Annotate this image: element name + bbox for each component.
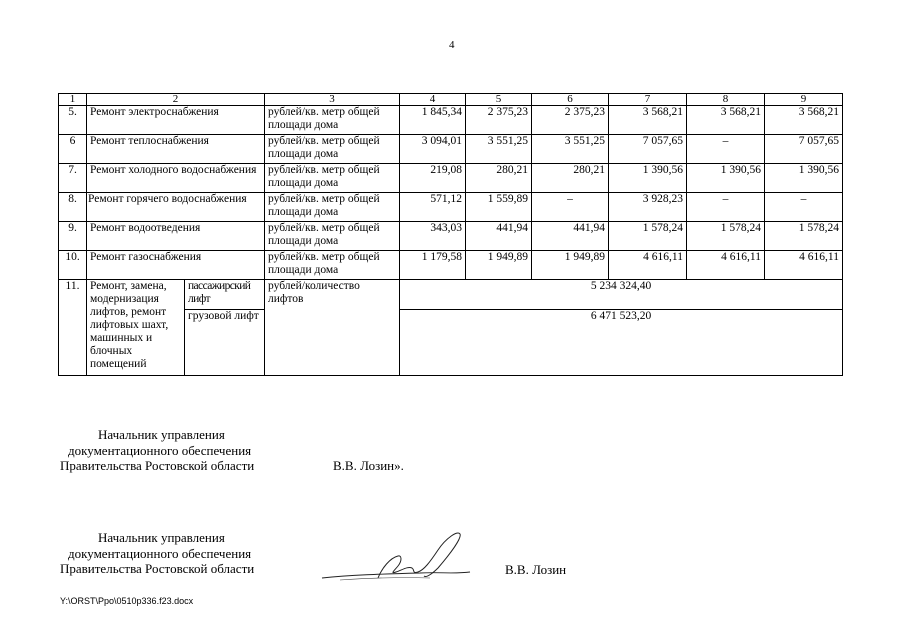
- row-value: 3 928,23: [609, 193, 687, 222]
- row-value: 1 390,56: [765, 164, 843, 193]
- position-line: документационного обеспечения: [68, 545, 252, 561]
- row-number: 8.: [59, 193, 87, 222]
- row-value: –: [687, 193, 765, 222]
- row-unit: рублей/кв. метр общей площади дома: [265, 193, 400, 222]
- signer-name-1: В.В. Лозин».: [333, 458, 404, 473]
- row-value: 4 616,11: [687, 251, 765, 280]
- row-value: 1 559,89: [466, 193, 532, 222]
- row-value: 7 057,65: [609, 135, 687, 164]
- row-value: 1 845,34: [400, 106, 466, 135]
- row-unit: рублей/кв. метр общей площади дома: [265, 106, 400, 135]
- header-cell: 6: [532, 94, 609, 106]
- position-line: Начальник управления: [98, 427, 225, 442]
- lift-type-cargo: грузовой лифт: [185, 310, 265, 376]
- row-value: 1 179,58: [400, 251, 466, 280]
- row-unit: рублей/кв. метр общей площади дома: [265, 164, 400, 193]
- row-value: 1 578,24: [765, 222, 843, 251]
- row-value: 441,94: [532, 222, 609, 251]
- row-value: 1 390,56: [609, 164, 687, 193]
- row-value: 3 568,21: [609, 106, 687, 135]
- row-value: 4 616,11: [765, 251, 843, 280]
- row-unit: рублей/кв. метр общей площади дома: [265, 251, 400, 280]
- row-name: Ремонт электроснабжения: [87, 106, 265, 135]
- row-value: –: [532, 193, 609, 222]
- row-value: 280,21: [532, 164, 609, 193]
- row-unit: рублей/кв. метр общей площади дома: [265, 222, 400, 251]
- signature-block-1: [60, 427, 254, 474]
- row-value: 3 551,25: [532, 135, 609, 164]
- row-name: Ремонт холодного водоснабжения: [87, 164, 265, 193]
- row-unit: рублей/кв. метр общей площади дома: [265, 135, 400, 164]
- row-value: 4 616,11: [609, 251, 687, 280]
- table-row: [59, 106, 843, 135]
- page-number: 4: [449, 39, 455, 51]
- tariff-table: [58, 93, 843, 376]
- row-value: 3 568,21: [687, 106, 765, 135]
- row-name: Ремонт горячего водоснабжения: [87, 193, 265, 222]
- header-cell: 7: [609, 94, 687, 106]
- row-value: 1 949,89: [466, 251, 532, 280]
- table-row: [59, 251, 843, 280]
- row-number: 9.: [59, 222, 87, 251]
- position-line: Правительства Ростовской области: [60, 458, 255, 473]
- header-cell: 8: [687, 94, 765, 106]
- row-value: 1 578,24: [609, 222, 687, 251]
- row-value: 3 551,25: [466, 135, 532, 164]
- position-line: Правительства Ростовской области: [60, 561, 255, 576]
- table-row: [59, 164, 843, 193]
- position-line: документационного обеспечения: [68, 442, 252, 458]
- handwritten-signature: [320, 528, 480, 588]
- header-cell: 9: [765, 94, 843, 106]
- row-value-passenger: 5 234 324,40: [400, 280, 843, 310]
- row-number: 5.: [59, 106, 87, 135]
- row-value: 219,08: [400, 164, 466, 193]
- row-value: 441,94: [466, 222, 532, 251]
- signature-block-2: [60, 530, 254, 577]
- row-value: 1 390,56: [687, 164, 765, 193]
- file-path-footer: Y:\ORST\Ppo\0510p336.f23.docx: [60, 596, 194, 606]
- row-name: Ремонт водоотведения: [87, 222, 265, 251]
- header-cell: 2: [87, 94, 265, 106]
- header-cell: 1: [59, 94, 87, 106]
- row-value: 571,12: [400, 193, 466, 222]
- row-name: Ремонт газоснабжения: [87, 251, 265, 280]
- row-value: 2 375,23: [466, 106, 532, 135]
- table-row: [59, 222, 843, 251]
- header-cell: 4: [400, 94, 466, 106]
- position-line: Начальник управления: [98, 530, 225, 545]
- row-name: Ремонт теплоснабжения: [87, 135, 265, 164]
- row-value: 343,03: [400, 222, 466, 251]
- row-value: 2 375,23: [532, 106, 609, 135]
- row-number: 10.: [59, 251, 87, 280]
- lift-type-passenger: пассажирский лифт: [185, 280, 265, 310]
- row-number: 7.: [59, 164, 87, 193]
- row-value: 7 057,65: [765, 135, 843, 164]
- row-value-cargo: 6 471 523,20: [400, 310, 843, 376]
- row-value: 280,21: [466, 164, 532, 193]
- row-value: 1 578,24: [687, 222, 765, 251]
- table-row-lifts-passenger: [59, 280, 843, 310]
- signer-name-2: В.В. Лозин: [505, 562, 567, 577]
- table-header-row: [59, 94, 843, 106]
- row-unit: рублей/количество лифтов: [265, 280, 400, 376]
- row-value: –: [765, 193, 843, 222]
- row-value: 1 949,89: [532, 251, 609, 280]
- row-number: 6: [59, 135, 87, 164]
- row-number: 11.: [59, 280, 87, 376]
- table-row: [59, 135, 843, 164]
- row-value: 3 094,01: [400, 135, 466, 164]
- row-value: –: [687, 135, 765, 164]
- header-cell: 5: [466, 94, 532, 106]
- header-cell: 3: [265, 94, 400, 106]
- row-name: Ремонт, замена, модернизация лифтов, ремонт лифтовых шахт, машинных и блочных помещений: [87, 280, 185, 376]
- table-row: [59, 193, 843, 222]
- row-value: 3 568,21: [765, 106, 843, 135]
